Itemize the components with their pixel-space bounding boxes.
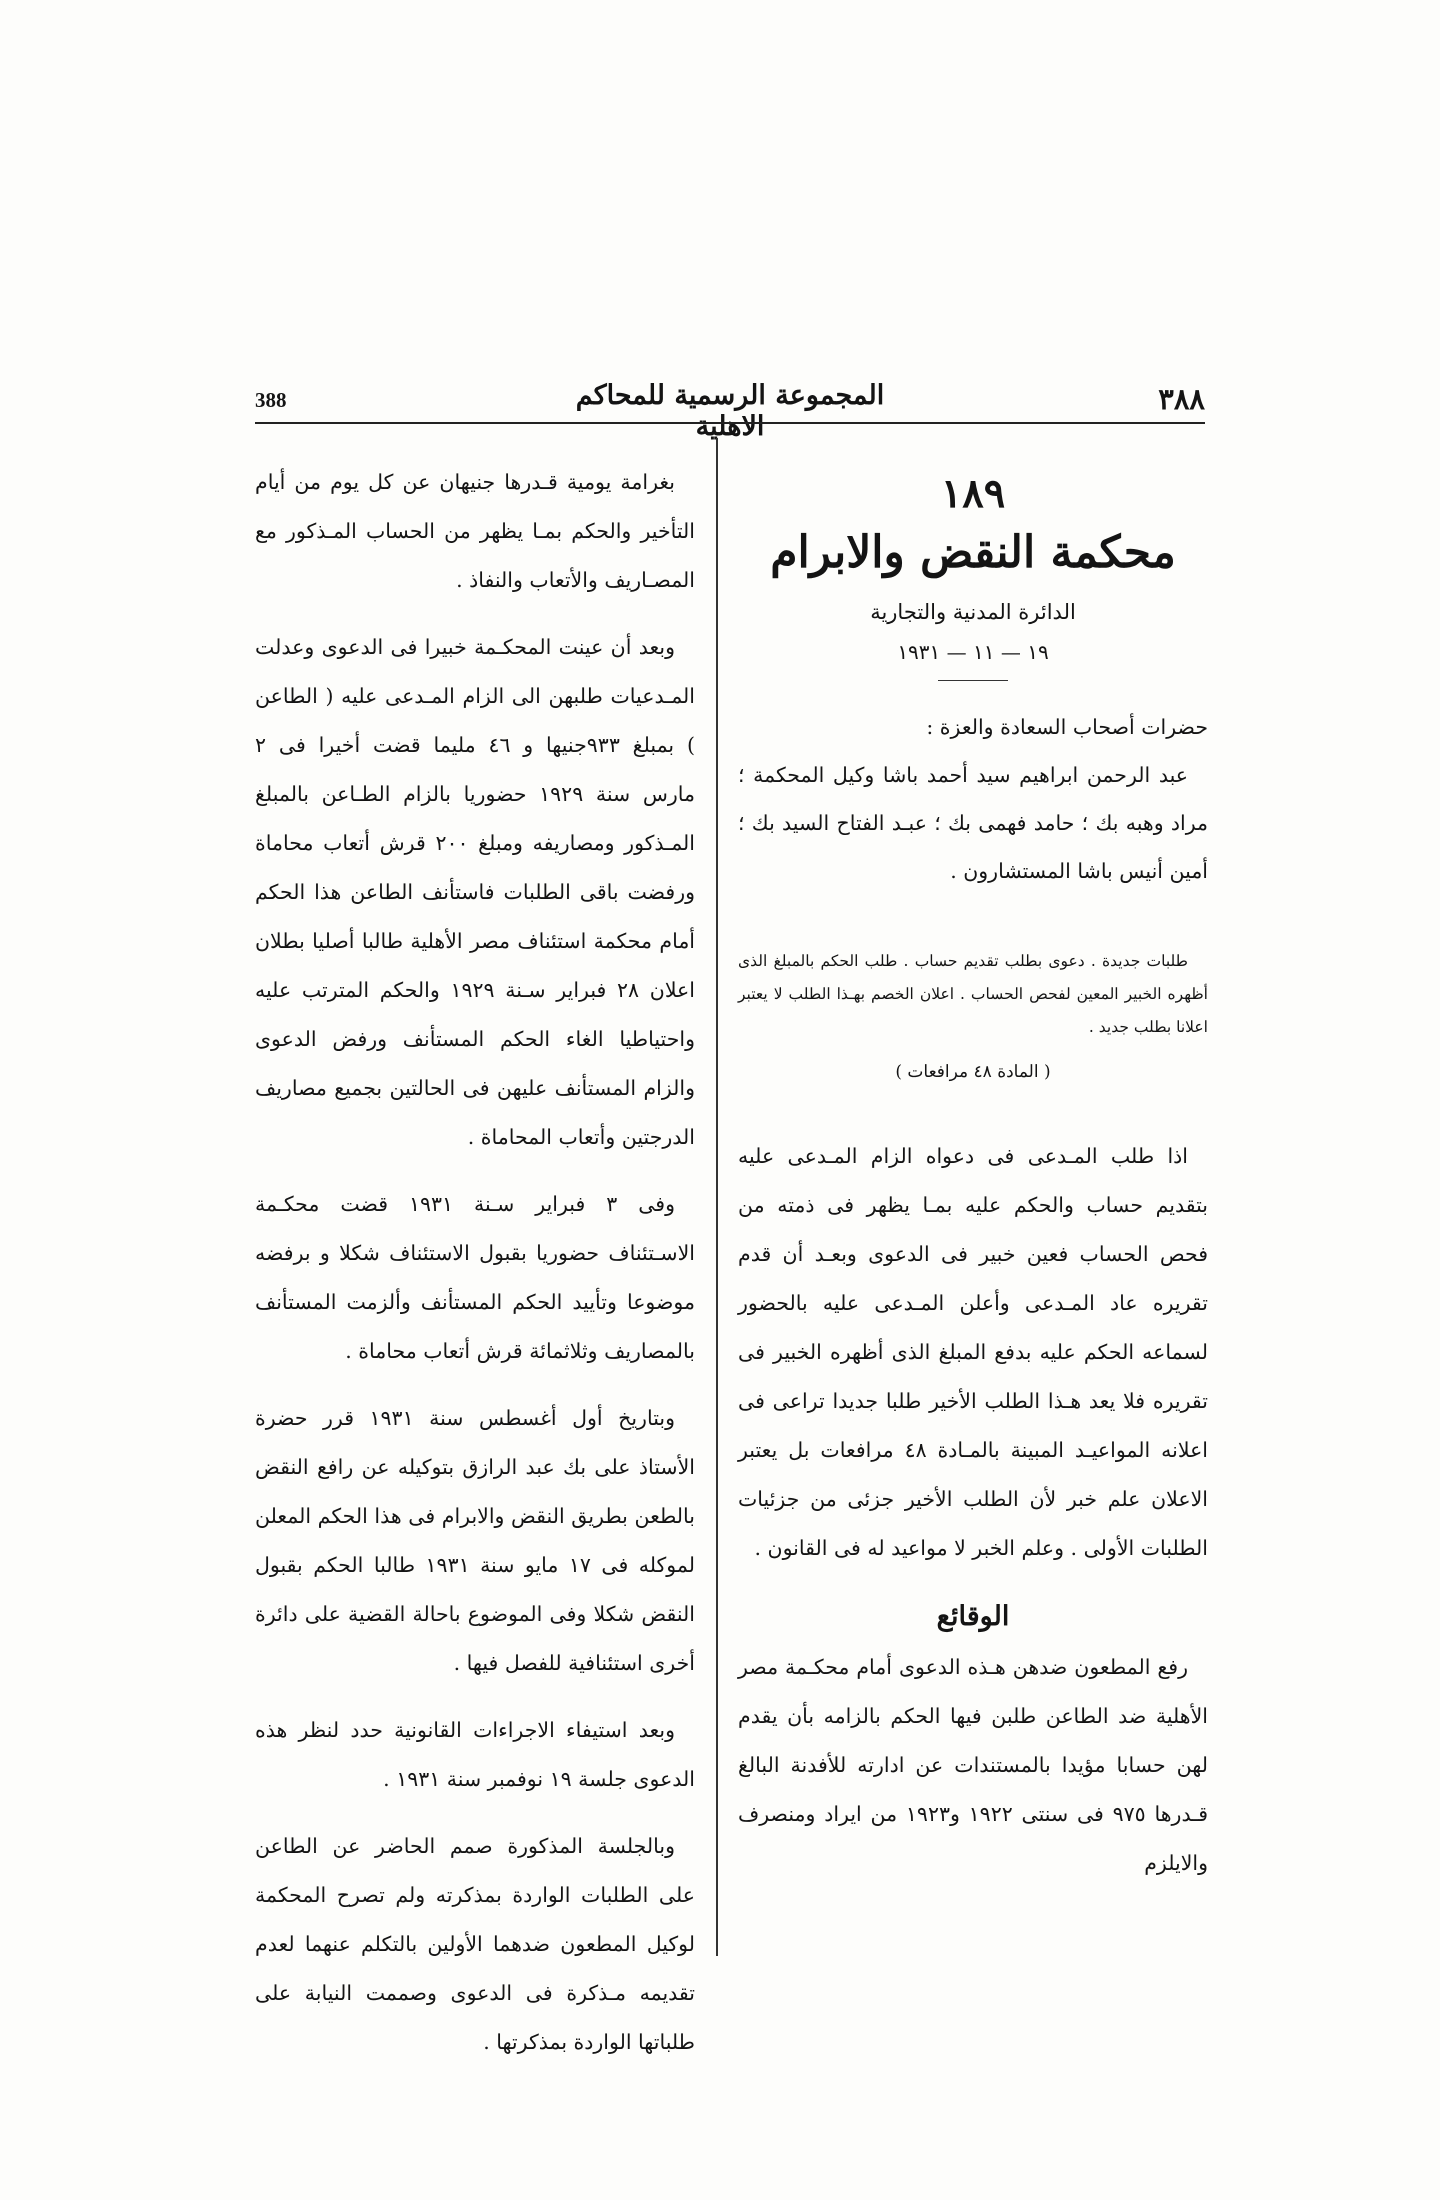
facts-heading: الوقائع: [936, 1601, 1010, 1632]
right-column: [738, 430, 1208, 1888]
chamber-name: الدائرة المدنية والتجارية: [870, 600, 1076, 624]
short-divider: [938, 680, 1008, 681]
judges-list: عبد الرحمن ابراهيم سيد أحمد باشا وكيل المحكمة ؛ مراد وهبه بك ؛ حامد فهمى بك ؛ عبـد الفتاح السيد بك ؛ أمين أنيس باشا المستشارون .: [738, 763, 1208, 883]
running-header: [255, 380, 1205, 442]
column-divider: [716, 438, 718, 1956]
session-date: ١٩ — ١١ — ١٩٣١: [897, 640, 1049, 664]
paragraph: وبعد أن عينت المحكـمة خبيرا فى الدعوى وعدلت المـدعيات طلبهن الى الزام المـدعى عليه ( الطاعن ) بمبلغ ٩٣٣جنيها و ٤٦ مليما قضت أخيرا فى ٢ مارس سنة ١٩٢٩ حضوريا بالزام الطـاعن بالمبلغ المـذكور ومصاريفه ومبلغ ٢٠٠ قرش أتعاب محاماة ورفضت باقى الطلبات فاستأنف الطاعن هذا الحكم أمام محكمة استئناف مصر الأهلية طالبا أصليا بطلان اعلان ٢٨ فبراير سـنة ١٩٢٩ والحكم المترتب عليه واحتياطيا الغاء الحكم المستأنف ورفض الدعوى والزام المستأنف عليهن فى الحالتين بجميع مصاريف الدرجتين وأتعاب المحاماة .: [255, 635, 695, 1149]
paragraph: بغرامة يومية قـدرها جنيهان عن كل يوم من أيام التأخير والحكم بمـا يظهر من الحساب المـذكور مع المصـاريف والأتعاب والنفاذ .: [255, 470, 695, 592]
left-column: [255, 458, 695, 2085]
facts-paragraph: رفع المطعون ضدهن هـذه الدعوى أمام محكـمة مصر الأهلية ضد الطاعن طلبن فيها الحكم بالزامه بأن يقدم لهن حسابا مؤيدا بالمستندات عن ادارته للأفدنة البالغ قـدرها ٩٧٥ فى سنتى ١٩٢٢ و١٩٢٣ من ايراد ومنصرف والايلزم: [738, 1655, 1209, 1875]
header-rule: [255, 422, 1205, 424]
paragraph: وفى ٣ فبراير سـنة ١٩٣١ قضت محكـمة الاسـتئناف حضوريا بقبول الاستئناف شكلا و برفضه موضوعا وتأييد الحكم المستأنف وألزمت المستأنف بالمصاريف وثلاثمائة قرش أتعاب محاماة .: [255, 1192, 695, 1363]
presence-heading: حضرات أصحاب السعادة والعزة :: [926, 715, 1208, 739]
paragraph: وبالجلسة المذكورة صمم الحاضر عن الطاعن على الطلبات الواردة بمذكرته ولم تصرح المحكمة لوكيل المطعون ضدهما الأولين بالتكلم عنهما لعدم تقديمه مـذكرة فى الدعوى وصممت النيابة على طلباتها الواردة بمذكرتها .: [255, 1834, 695, 2054]
paragraph: وبعد استيفاء الاجراءات القانونية حدد لنظر هذه الدعوى جلسة ١٩ نوفمبر سنة ١٩٣١ .: [255, 1718, 695, 1791]
court-name: محكمة النقض والابرام: [770, 527, 1176, 578]
legal-principle: اذا طلب المـدعى فى دعواه الزام المـدعى عليه بتقديم حساب والحكم عليه بمـا يظهر فى ذمته من فحص الحساب فعين خبير فى الدعوى وبعـد أن قدم تقريره عاد المـدعى وأعلن المـدعى عليه بالحضور لسماعه الحكم عليه بدفع المبلغ الذى أظهره الخبير فى تقريره فلا يعد هـذا الطلب الأخير طلبا جديدا تراعى فى اعلانه المواعيـد المبينة بالمـادة ٤٨ مرافعات بل يعتبر الاعلان علم خبر لأن الطلب الأخير جزئى من جزئيات الطلبات الأولى . وعلم الخبر لا مواعيد له فى القانون .: [738, 1144, 1208, 1560]
page-number-latin: 388: [255, 388, 287, 412]
article-reference: ( المادة ٤٨ مرافعات ): [895, 1062, 1051, 1082]
paragraph: وبتاريخ أول أغسطس سنة ١٩٣١ قرر حضرة الأستاذ على بك عبد الرازق بتوكيله عن رافع النقض بالطعن بطريق النقض والابرام فى هذا الحكم المعلن لموكله فى ١٧ مايو سنة ١٩٣١ طالبا الحكم بقبول النقض شكلا وفى الموضوع باحالة القضية على دائرة أخرى استئنافية للفصل فيها .: [255, 1406, 695, 1675]
case-summary: طلبات جديدة . دعوى بطلب تقديم حساب . طلب الحكم بالمبلغ الذى أظهره الخبير المعين لفحص الحساب . اعلان الخصم بهـذا الطلب لا يعتبر اعلانا بطلب جديد .: [738, 952, 1208, 1036]
page-number-arabic: ٣٨٨: [1158, 382, 1205, 416]
journal-title: المجموعة الرسمية للمحاكم الاهلية: [575, 380, 885, 442]
case-number: ١٨٩: [940, 470, 1006, 517]
